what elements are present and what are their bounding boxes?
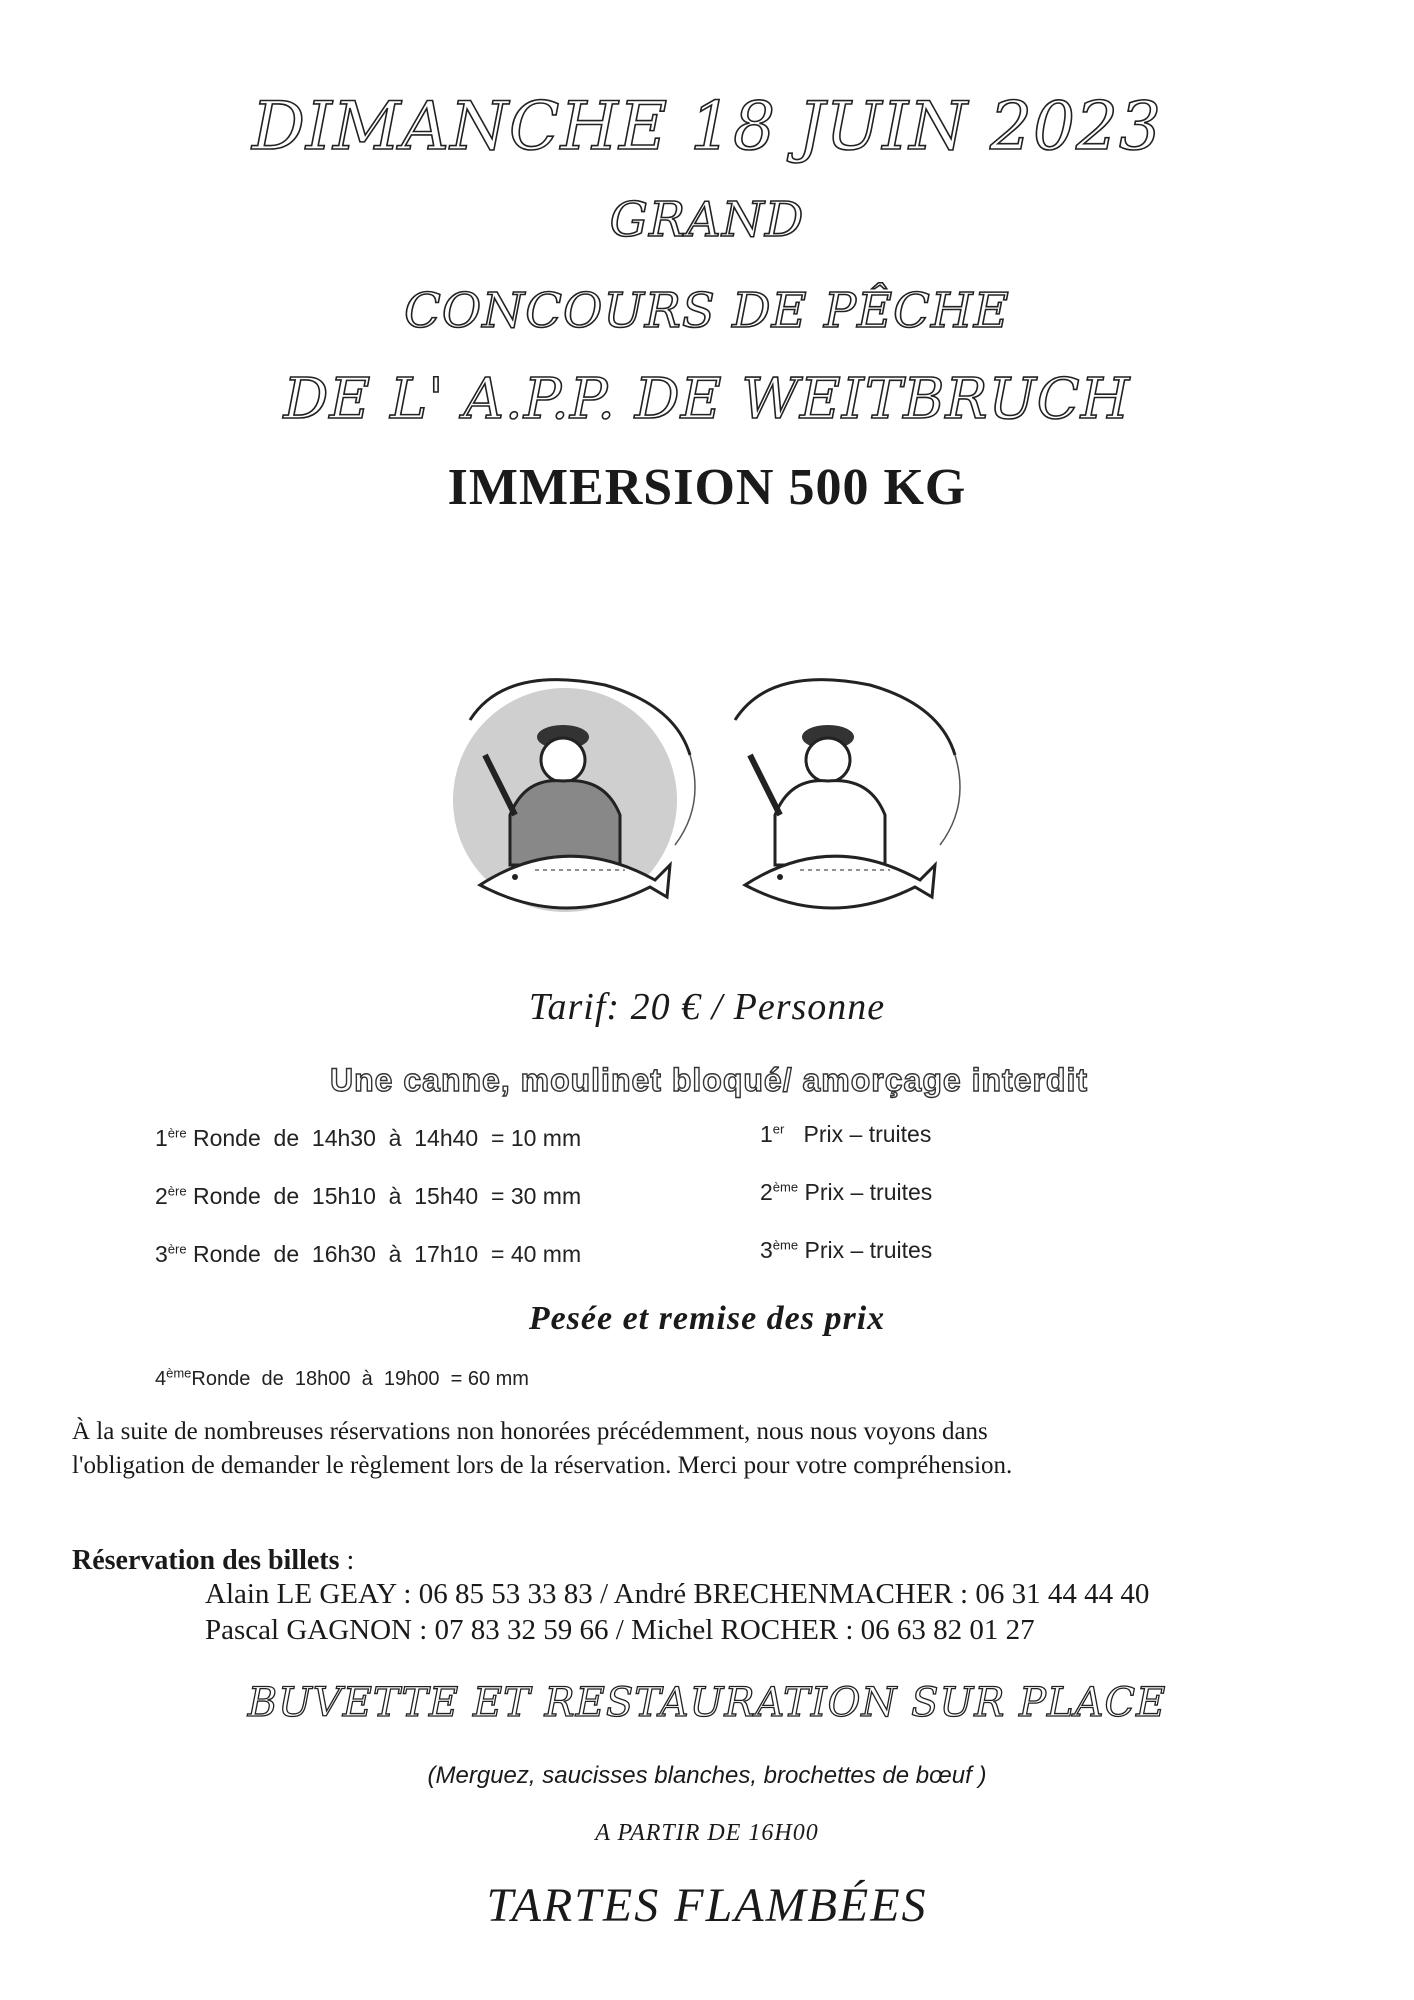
header-association: DE L' A.P.P. DE WEITBRUCH bbox=[283, 367, 1131, 432]
tarif-price: Tarif: 20 € / Personne bbox=[528, 986, 886, 1028]
round-4-row: 4èmeRonde de 18h00 à 19h00 = 60 mm bbox=[155, 1365, 529, 1390]
immersion-title: IMMERSION 500 KG bbox=[447, 459, 967, 516]
prize-row: 1er Prix – truites bbox=[760, 1121, 932, 1147]
reservation-contacts-1: Alain LE GEAY : 06 85 53 33 83 / André BRECHENMACHER : 06 31 44 44 40 bbox=[205, 1578, 1150, 1610]
header-grand: GRAND bbox=[609, 192, 805, 248]
tartes-flambees: TARTES FLAMBÉES bbox=[486, 1879, 928, 1932]
round-row: 1ère Ronde de 14h30 à 14h40 = 10 mm bbox=[155, 1125, 582, 1151]
notice-line-2: l'obligation de demander le règlement lors de la réservation. Merci pour votre compréhension. bbox=[72, 1452, 1013, 1479]
header-concours: CONCOURS DE PÊCHE bbox=[404, 283, 1010, 339]
fisherman-illustration bbox=[445, 665, 965, 925]
tarif-rules: Une canne, moulinet bloqué/ amorçage interdit bbox=[330, 1062, 1088, 1098]
menu-items: (Merguez, saucisses blanches, brochettes de bœuf ) bbox=[427, 1762, 987, 1789]
reservation-contacts-2: Pascal GAGNON : 07 83 32 59 66 / Michel ROCHER : 06 63 82 01 27 bbox=[205, 1614, 1035, 1646]
notice-line-1: À la suite de nombreuses réservations non honorées précédemment, nous nous voyons dans bbox=[72, 1418, 988, 1445]
start-time: A PARTIR DE 16H00 bbox=[595, 1820, 819, 1846]
pesee-title: Pesée et remise des prix bbox=[528, 1300, 886, 1337]
prize-row: 2ème Prix – truites bbox=[760, 1179, 933, 1205]
round-row: 3ère Ronde de 16h30 à 17h10 = 40 mm bbox=[155, 1241, 582, 1267]
round-row: 2ère Ronde de 15h10 à 15h40 = 30 mm bbox=[155, 1183, 582, 1209]
reservation-label: Réservation des billets bbox=[72, 1545, 340, 1576]
reservation-title: Réservation des billets : bbox=[72, 1545, 355, 1576]
event-date: DIMANCHE 18 JUIN 2023 bbox=[251, 88, 1162, 165]
buvette-title: BUVETTE ET RESTAURATION SUR PLACE bbox=[247, 1680, 1167, 1726]
prize-row: 3ème Prix – truites bbox=[760, 1237, 933, 1263]
fisherman-catching-fish-icon bbox=[445, 665, 965, 925]
